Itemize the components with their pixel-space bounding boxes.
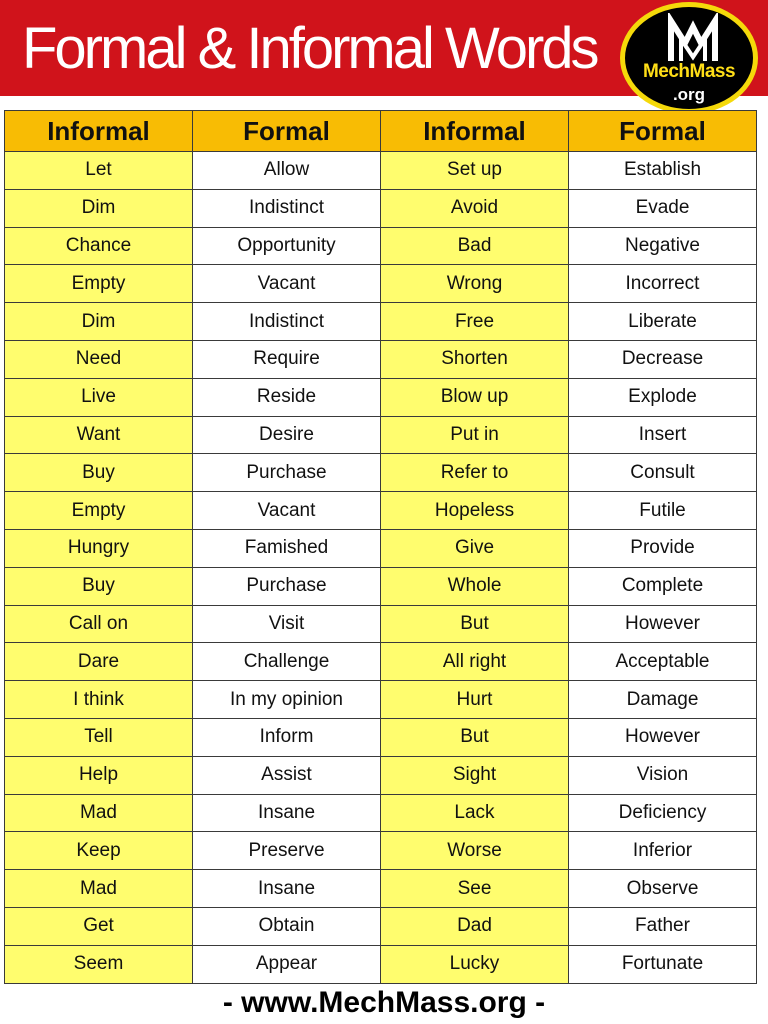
page-title: Formal & Informal Words [22,16,597,81]
header-informal-2: Informal [381,111,569,152]
header-formal-1: Formal [193,111,381,152]
informal-cell: Set up [381,152,569,190]
informal-cell: Chance [5,227,193,265]
table-row [5,340,757,378]
informal-cell: Put in [381,416,569,454]
formal-cell: Liberate [569,303,757,341]
logo-name: MechMass [642,61,736,82]
informal-cell: Keep [5,832,193,870]
table-header-row [5,111,757,152]
informal-cell: Call on [5,605,193,643]
table-row [5,945,757,983]
footer-url: - www.MechMass.org - [222,986,546,1019]
table-row [5,681,757,719]
formal-cell: Vacant [193,492,381,530]
informal-cell: Hungry [5,529,193,567]
formal-cell: Insane [193,870,381,908]
formal-cell: Preserve [193,832,381,870]
informal-cell: Lack [381,794,569,832]
informal-cell: Want [5,416,193,454]
formal-cell: Challenge [193,643,381,681]
table-row [5,907,757,945]
formal-cell: Fortunate [569,945,757,983]
logo-org: .org [672,85,706,104]
formal-cell: Indistinct [193,303,381,341]
table-row [5,870,757,908]
informal-cell: Live [5,378,193,416]
formal-cell: Desire [193,416,381,454]
informal-cell: Empty [5,265,193,303]
informal-cell: Mad [5,794,193,832]
informal-cell: Dare [5,643,193,681]
informal-cell: Lucky [381,945,569,983]
words-table [4,110,757,984]
informal-cell: But [381,605,569,643]
informal-cell: Sight [381,756,569,794]
formal-cell: Obtain [193,907,381,945]
table-row [5,756,757,794]
informal-cell: Empty [5,492,193,530]
informal-cell: Wrong [381,265,569,303]
table-row [5,265,757,303]
formal-cell: Complete [569,567,757,605]
informal-cell: Give [381,529,569,567]
informal-cell: Buy [5,567,193,605]
table-row [5,643,757,681]
table-row [5,189,757,227]
informal-cell: Let [5,152,193,190]
formal-cell: Allow [193,152,381,190]
informal-cell: Worse [381,832,569,870]
informal-cell: Seem [5,945,193,983]
informal-cell: Dim [5,303,193,341]
formal-cell: Purchase [193,567,381,605]
formal-cell: Appear [193,945,381,983]
informal-cell: Dim [5,189,193,227]
table-row [5,227,757,265]
informal-cell: Buy [5,454,193,492]
formal-cell: Observe [569,870,757,908]
table-row [5,794,757,832]
mm-logo-mark-icon [663,13,723,65]
informal-cell: Shorten [381,340,569,378]
table-row [5,378,757,416]
formal-cell: Inferior [569,832,757,870]
informal-cell: Help [5,756,193,794]
informal-cell: Tell [5,718,193,756]
formal-cell: Provide [569,529,757,567]
formal-cell: Inform [193,718,381,756]
formal-cell: Futile [569,492,757,530]
table-row [5,605,757,643]
formal-cell: Opportunity [193,227,381,265]
table-row [5,832,757,870]
mechmass-logo [620,2,758,114]
informal-cell: Mad [5,870,193,908]
formal-cell: Negative [569,227,757,265]
formal-cell: Decrease [569,340,757,378]
formal-cell: Indistinct [193,189,381,227]
formal-cell: Explode [569,378,757,416]
header-formal-2: Formal [569,111,757,152]
formal-cell: Deficiency [569,794,757,832]
informal-cell: I think [5,681,193,719]
formal-cell: Require [193,340,381,378]
informal-cell: Dad [381,907,569,945]
formal-cell: Establish [569,152,757,190]
informal-cell: Refer to [381,454,569,492]
formal-cell: Acceptable [569,643,757,681]
formal-cell: Insane [193,794,381,832]
formal-cell: Insert [569,416,757,454]
table-row [5,718,757,756]
table-row [5,303,757,341]
informal-cell: Need [5,340,193,378]
informal-cell: See [381,870,569,908]
formal-cell: Purchase [193,454,381,492]
table-row [5,152,757,190]
formal-cell: However [569,605,757,643]
table-row [5,529,757,567]
table-row [5,492,757,530]
informal-cell: Get [5,907,193,945]
informal-cell: But [381,718,569,756]
table-row [5,567,757,605]
informal-cell: Blow up [381,378,569,416]
informal-cell: Hurt [381,681,569,719]
formal-cell: Vision [569,756,757,794]
informal-cell: Bad [381,227,569,265]
formal-cell: Consult [569,454,757,492]
formal-cell: Vacant [193,265,381,303]
informal-cell: Hopeless [381,492,569,530]
formal-cell: Famished [193,529,381,567]
header-informal-1: Informal [5,111,193,152]
formal-cell: However [569,718,757,756]
informal-cell: Whole [381,567,569,605]
table-row [5,416,757,454]
table-body [5,152,757,984]
formal-cell: Reside [193,378,381,416]
informal-cell: Free [381,303,569,341]
informal-cell: Avoid [381,189,569,227]
formal-cell: Damage [569,681,757,719]
formal-cell: Visit [193,605,381,643]
table-row [5,454,757,492]
formal-cell: Father [569,907,757,945]
formal-cell: In my opinion [193,681,381,719]
formal-cell: Incorrect [569,265,757,303]
formal-cell: Evade [569,189,757,227]
informal-cell: All right [381,643,569,681]
formal-cell: Assist [193,756,381,794]
